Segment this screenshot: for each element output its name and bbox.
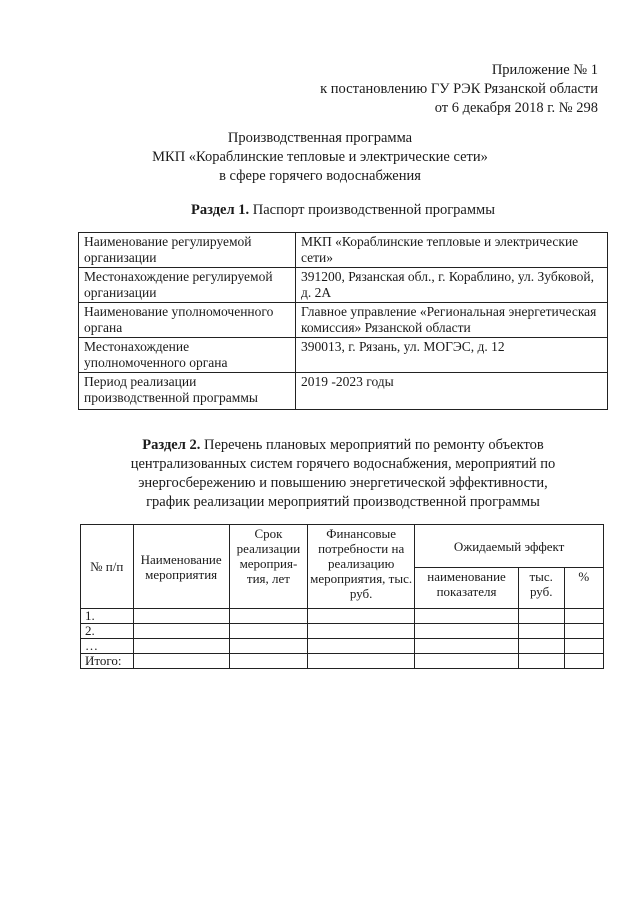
table-row [81, 639, 604, 654]
appendix-note [320, 61, 598, 118]
passport-value: Главное управление «Региональная энергетическая комиссия» Рязанской области [296, 303, 608, 338]
appendix-line-2: к постановлению ГУ РЭК Рязанской области [320, 81, 598, 97]
table-row [81, 609, 604, 624]
table-row [79, 268, 608, 303]
table-row [81, 654, 604, 669]
table-row [79, 303, 608, 338]
section-2-heading [0, 436, 640, 512]
section-1-label: Раздел 1. [191, 202, 250, 218]
passport-value: 390013, г. Рязань, ул. МОГЭС, д. 12 [296, 338, 608, 373]
section-1-heading [0, 201, 640, 220]
title-line-1: Производственная программа [227, 130, 413, 146]
row-num: 2. [81, 624, 134, 639]
section-2-label: Раздел 2. [142, 437, 201, 453]
section-1-text: Паспорт производственной программы [249, 202, 495, 218]
section-2-line-4: график реализации мероприятий производственной программы [146, 494, 540, 510]
header-percent: % [564, 568, 603, 609]
header-indicator: наименование показателя [415, 568, 519, 609]
section-2-line-1: Раздел 2. Перечень плановых мероприятий по ремонту объектов [142, 437, 544, 453]
table-row [79, 338, 608, 373]
passport-field: Местонахождение уполномоченного органа [79, 338, 296, 373]
appendix-line-1: Приложение № 1 [491, 62, 598, 78]
row-num: 1. [81, 609, 134, 624]
document-title [0, 129, 640, 186]
header-finance: Финансовые потребности на реализацию мероприятия, тыс. руб. [308, 525, 415, 609]
passport-field: Период реализации производственной программы [79, 373, 296, 410]
header-effect: Ожидаемый эффект [415, 525, 604, 568]
title-line-2: МКП «Кораблинские тепловые и электрические сети» [152, 149, 488, 165]
passport-field: Наименование уполномоченного органа [79, 303, 296, 338]
passport-field: Наименование регулируемой организации [79, 233, 296, 268]
passport-table [78, 232, 608, 410]
section-2-line-3: энергосбережению и повышению энергетической эффективности, [138, 475, 548, 491]
header-term: Срок реализации мероприя-тия, лет [229, 525, 307, 609]
header-rub: тыс. руб. [518, 568, 564, 609]
passport-value: 391200, Рязанская обл., г. Кораблино, ул. Зубковой, д. 2А [296, 268, 608, 303]
appendix-line-3: от 6 декабря 2018 г. № 298 [434, 100, 598, 116]
table-header-row [81, 525, 604, 568]
passport-value: МКП «Кораблинские тепловые и электрические сети» [296, 233, 608, 268]
table-row [79, 373, 608, 410]
header-name: Наименование мероприятия [133, 525, 229, 609]
row-num: … [81, 639, 134, 654]
table-row [81, 624, 604, 639]
title-line-3: в сфере горячего водоснабжения [219, 168, 421, 184]
table-row [79, 233, 608, 268]
header-num: № п/п [81, 525, 134, 609]
passport-value: 2019 -2023 годы [296, 373, 608, 410]
row-num: Итого: [81, 654, 134, 669]
passport-field: Местонахождение регулируемой организации [79, 268, 296, 303]
events-table [80, 524, 604, 669]
section-2-line-2: централизованных систем горячего водоснабжения, мероприятий по [130, 456, 556, 472]
